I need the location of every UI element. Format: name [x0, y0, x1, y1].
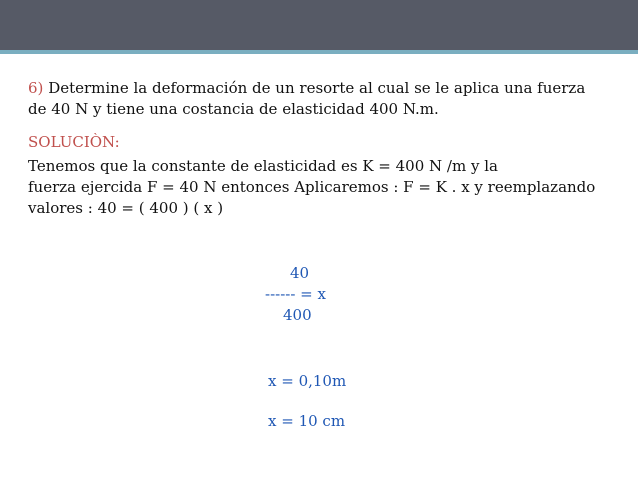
fraction-denominator: 400 — [283, 306, 312, 324]
slide-content — [28, 78, 628, 219]
result-centimeters: x = 10 cm — [268, 412, 346, 430]
solution-line-2: fuerza ejercida F = 40 N entonces Aplicaremos : F = K . x y reemplazando — [28, 178, 596, 196]
solution-heading: SOLUCIÒN: — [28, 133, 120, 151]
fraction-line: ------ = x — [265, 285, 326, 303]
solution-line-1: Tenemos que la constante de elasticidad es K = 400 N /m y la — [28, 157, 498, 175]
result-meters: x = 0,10m — [268, 372, 347, 390]
problem-number: 6) — [28, 79, 44, 97]
solution-line-3: valores : 40 = ( 400 ) ( x ) — [28, 199, 224, 217]
slide-header-bar — [0, 0, 638, 50]
slide-accent-stripe — [0, 50, 638, 54]
fraction-numerator: 40 — [290, 264, 310, 282]
problem-line-1 — [28, 78, 628, 99]
problem-text-1: Determine la deformación de un resorte al cual se le aplica una fuerza — [48, 79, 586, 97]
problem-line-2: de 40 N y tiene una costancia de elasticidad 400 N.m. — [28, 100, 439, 118]
